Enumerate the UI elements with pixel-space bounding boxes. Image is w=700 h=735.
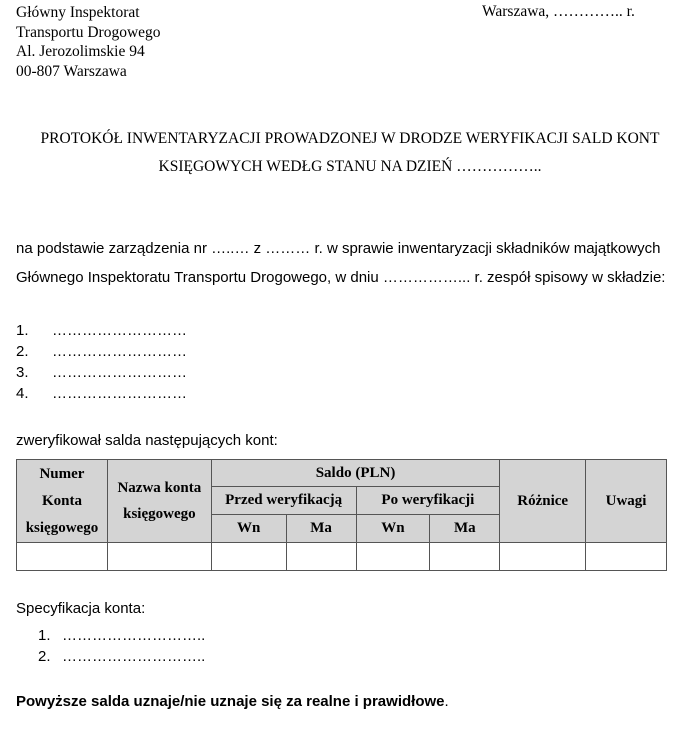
list-number: 3. — [16, 364, 29, 381]
final-statement-period: . — [444, 693, 449, 710]
sender-line-3: Al. Jerozolimskie 94 — [16, 43, 145, 60]
accounts-table — [16, 459, 667, 571]
table-cell[interactable] — [356, 543, 430, 571]
team-member-2 — [16, 343, 187, 360]
col-header-notes: Uwagi — [586, 460, 667, 543]
spec-item-1 — [38, 627, 205, 644]
intro-line-2: Głównego Inspektoratu Transportu Drogowego, w dniu ……………... r. zespół spisowy w składzie: — [16, 269, 666, 286]
final-statement — [16, 693, 449, 710]
table-cell[interactable] — [586, 543, 667, 571]
list-number: 1. — [38, 627, 51, 644]
table-cell[interactable] — [211, 543, 286, 571]
list-number: 1. — [16, 322, 29, 339]
col-header-differences: Różnice — [500, 460, 586, 543]
blank-field: ……………………… — [52, 322, 187, 339]
final-statement-text: Powyższe salda uznaje/nie uznaje się za realne i prawidłowe — [16, 693, 445, 710]
table-cell[interactable] — [107, 543, 211, 571]
col-header-before-wn: Wn — [211, 515, 286, 543]
col-header-before-ma: Ma — [286, 515, 356, 543]
table-cell[interactable] — [500, 543, 586, 571]
place-date: Warszawa, ………….. r. — [482, 3, 635, 20]
sender-line-4: 00-807 Warszawa — [16, 62, 127, 80]
list-number: 2. — [16, 343, 29, 360]
col-header-after-verification: Po weryfikacji — [356, 487, 500, 515]
document-title-line-1: PROTOKÓŁ INWENTARYZACJI PROWADZONEJ W DRODZE WERYFIKACJI SALD KONT — [40, 130, 660, 147]
team-member-4 — [16, 385, 187, 402]
col-header-account-name: Nazwa konta księgowego — [107, 460, 211, 543]
table-row — [17, 543, 667, 571]
spec-item-2 — [38, 648, 205, 665]
col-header-before-verification: Przed weryfikacją — [211, 487, 356, 515]
blank-field: ……………………… — [52, 385, 187, 402]
blank-field: ……………………… — [52, 364, 187, 381]
spec-label: Specyfikacja konta: — [16, 600, 146, 617]
list-number: 2. — [38, 648, 51, 665]
team-member-1 — [16, 322, 187, 339]
intro-line-1: na podstawie zarządzenia nr …..… z ……… r. w sprawie inwentaryzacji składników majątkowych — [16, 240, 661, 257]
verified-label: zweryfikował salda następujących kont: — [16, 432, 278, 449]
col-header-account-number: Numer Konta księgowego — [17, 460, 108, 543]
col-header-after-wn: Wn — [356, 515, 430, 543]
blank-field: ……………………….. — [62, 648, 206, 665]
list-number: 4. — [16, 385, 29, 402]
blank-field: ……………………… — [52, 343, 187, 360]
table-cell[interactable] — [286, 543, 356, 571]
document-title-line-2: KSIĘGOWYCH WEDŁG STANU NA DZIEŃ …………….. — [158, 158, 542, 175]
sender-line-2: Transportu Drogowego — [16, 23, 161, 41]
team-member-3 — [16, 364, 187, 381]
col-header-after-ma: Ma — [430, 515, 500, 543]
table-cell[interactable] — [17, 543, 108, 571]
col-header-saldo: Saldo (PLN) — [211, 460, 499, 487]
sender-address — [16, 3, 161, 81]
blank-field: ……………………….. — [62, 627, 206, 644]
sender-line-1: Główny Inspektorat — [16, 4, 140, 21]
table-cell[interactable] — [430, 543, 500, 571]
